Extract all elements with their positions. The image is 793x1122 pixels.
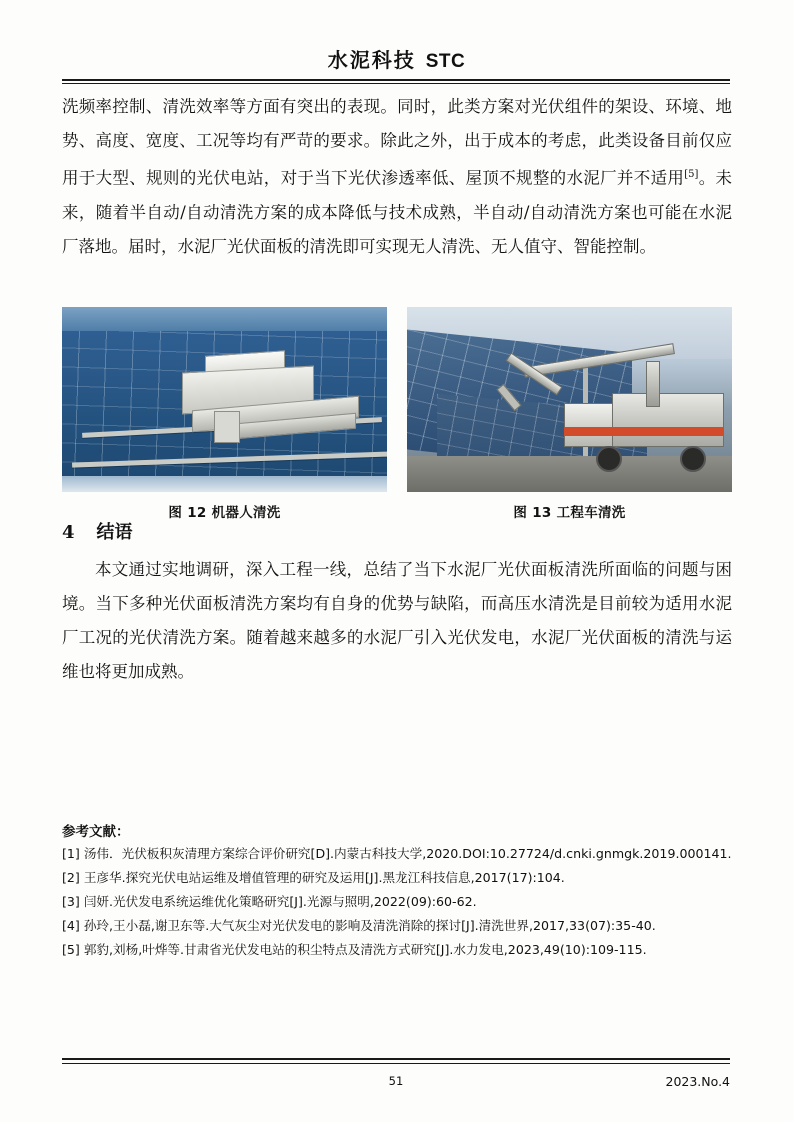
figure-13 <box>407 307 732 521</box>
paragraph-continued <box>62 90 732 264</box>
robot-foot <box>214 411 240 443</box>
engineering-truck-cleaning-photo <box>407 307 732 492</box>
body-text-block <box>62 90 732 264</box>
citation-marker-5: [5] <box>684 169 699 180</box>
truck-cab <box>564 403 614 447</box>
truck-red-stripe <box>564 427 724 436</box>
paragraph-1-continuation: 。未来，随着半自动/自动清洗方案的成本降低与技术成熟，半自动/自动清洗方案也可能在水泥厂落地。届时，水泥厂光伏面板的清洗即可实现无人清洗、无人值守、智能控制。 <box>62 168 733 256</box>
page-header <box>0 44 793 73</box>
conclusion-paragraph: 本文通过实地调研，深入工程一线，总结了当下水泥厂光伏面板清洗所面临的问题与困境。当下多种光伏面板清洗方案均有自身的优势与缺陷，而高压水清洗是目前较为适用水泥厂工况的光伏清洗方案。随着越来越多的水泥厂引入光伏发电，水泥厂光伏面板的清洗与运维也将更加成熟。 <box>62 560 732 681</box>
page-footer <box>62 1074 730 1088</box>
figure-row <box>62 307 732 521</box>
photo-foreground-band <box>62 476 387 492</box>
robot-cleaning-photo <box>62 307 387 492</box>
section-title: 结语 <box>96 522 133 543</box>
header-divider-thick <box>62 79 730 81</box>
truck-wheel-front <box>596 446 622 472</box>
references-list <box>62 842 742 962</box>
figure-12-caption: 图 12 机器人清洗 <box>168 505 281 521</box>
section-heading <box>62 518 133 544</box>
references-heading: 参考文献： <box>62 824 130 840</box>
roof-edge <box>62 307 387 333</box>
footer-divider-thin <box>62 1063 730 1064</box>
figure-12 <box>62 307 387 521</box>
figure-13-caption: 图 13 工程车清洗 <box>513 505 626 521</box>
conclusion-block <box>62 553 732 689</box>
truck-tank-body <box>612 393 724 447</box>
reference-item: [5] 郭豹,刘杨,叶烨等.甘肃省光伏发电站的积尘特点及清洗方式研究[J].水力发电,2023,49(10):109-115. <box>62 942 647 957</box>
issue-label: 2023.No.4 <box>665 1073 730 1089</box>
reference-item: [1] 汤伟．光伏板积灰清理方案综合评价研究[D].内蒙古科技大学,2020.DOI:10.27724/d.cnki.gnmgk.2019.000141. <box>62 846 732 861</box>
reference-item: [2] 王彦华.探究光伏电站运维及增值管理的研究及运用[J].黑龙江科技信息,2017(17):104. <box>62 870 565 885</box>
journal-abbreviation: STC <box>425 51 466 72</box>
paragraph-1-text: 洗频率控制、清洗效率等方面有突出的表现。同时，此类方案对光伏组件的架设、环境、地势、高度、宽度、工况等均有严苛的要求。除此之外，出于成本的考虑，此类设备目前仅应用于大型、规则的光伏电站，对于当下光伏渗透率低、屋顶不规整的水泥厂并不适用 <box>62 97 732 188</box>
header-divider-thin <box>62 83 730 84</box>
journal-title: 水泥科技 <box>327 48 416 72</box>
reference-item: [3] 闫妍.光伏发电系统运维优化策略研究[J].光源与照明,2022(09):60-62. <box>62 894 477 909</box>
reference-item: [4] 孙玲,王小磊,谢卫东等.大气灰尘对光伏发电的影响及清洗消除的探讨[J].清洗世界,2017,33(07):35-40. <box>62 918 656 933</box>
footer-divider-thick <box>62 1058 730 1060</box>
section-number: 4 <box>62 522 75 543</box>
boom-mast <box>646 361 660 407</box>
truck-wheel-rear <box>680 446 706 472</box>
page-number: 51 <box>388 1074 404 1088</box>
